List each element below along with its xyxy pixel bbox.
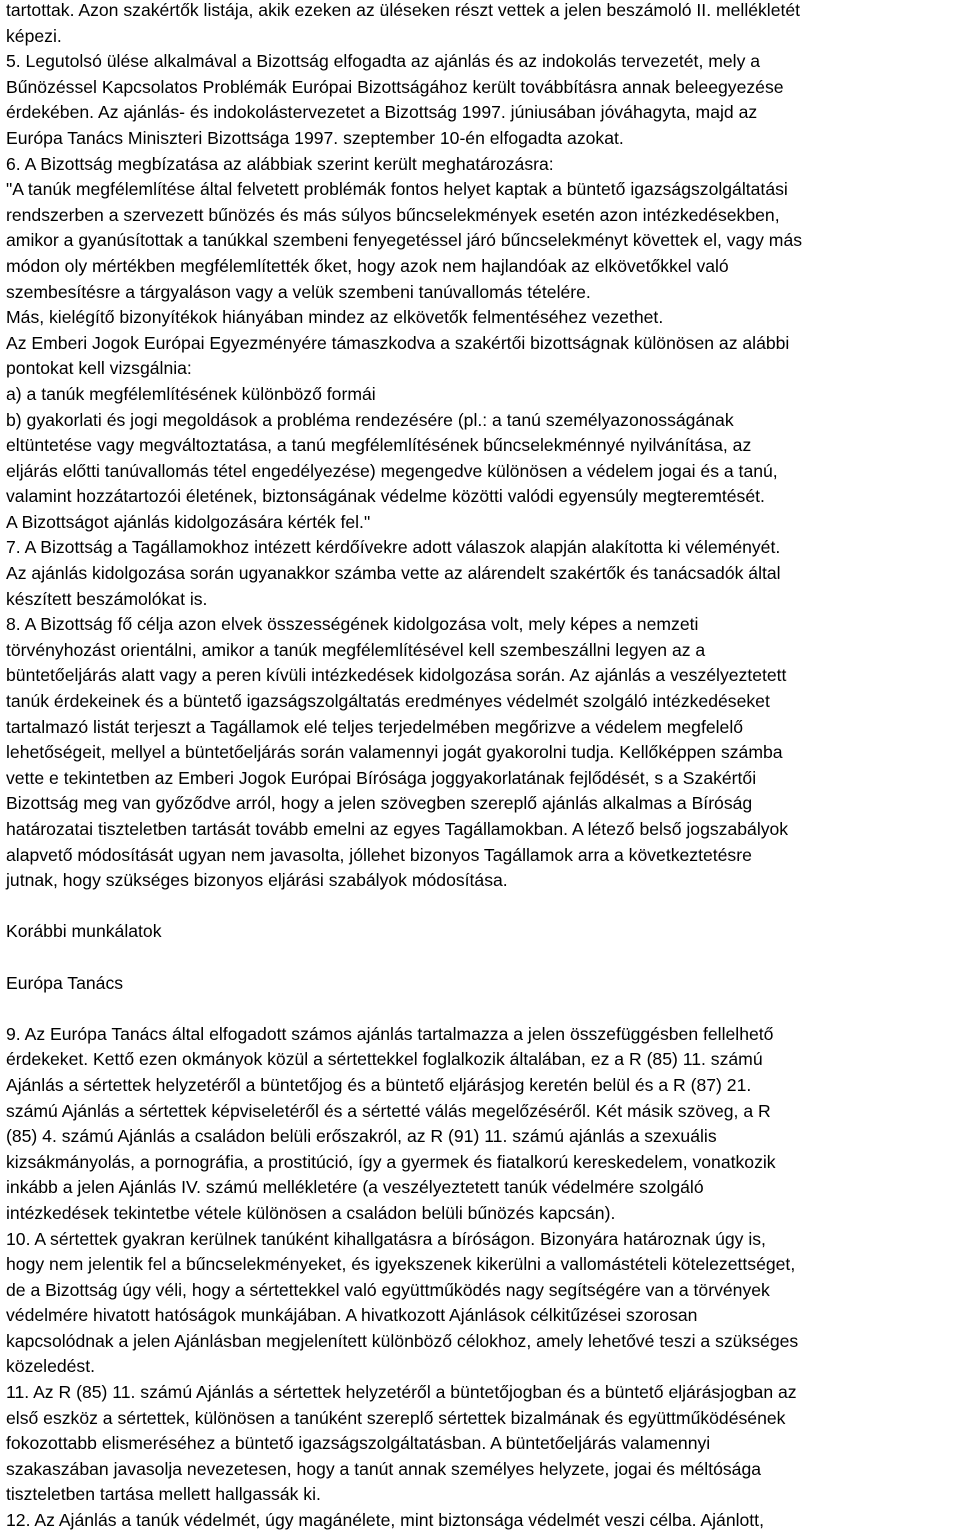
paragraph-12 [6,1508,956,1534]
spacer [6,996,956,1022]
text-line: 10. A sértettek gyakran kerülnek tanúként kihallgatásra a bíróságon. Bizonyára határoznak úgy is, [6,1228,766,1249]
text-line: tartottak. Azon szakértők listája, akik ezeken az üléseken részt vettek a jelen beszámoló II. mellékletét [6,0,801,20]
text-line: Az Emberi Jogok Európai Egyezményére támaszkodva a szakértői bizottságnak különösen az alábbi [6,332,790,353]
text-line: 7. A Bizottság a Tagállamokhoz intézett kérdőívekre adott válaszok alapján alakította ki véleményét. [6,537,781,558]
text-line: 5. Legutolsó ülése alkalmával a Bizottság elfogadta az ajánlás és az indokolás tervezetét, mely a [6,51,761,72]
text-line: eltüntetése vagy megváltoztatása, a tanú megfélemlítésének bűncselekménnyé nyilvánítása, az [6,435,752,456]
document-page [6,0,956,1534]
text-line: de a Bizottság úgy véli, hogy a sértettekkel való együttműködés nagy segítségére van a törvények [6,1279,770,1300]
text-line: kizsákmányolás, a pornográfia, a prostitúció, így a gyermek és fiatalkorú kereskedelem, vonatkozik [6,1151,776,1172]
text-line: első eszköz a sértettek, különösen a tanúként szereplő sértettek bizalmának és együttműködésének [6,1407,786,1428]
text-line: hogy nem jelentik fel a bűncselekményeket, és igyekszenek kikerülni a vallomástételi kötelezettséget, [6,1254,796,1275]
text-line: képezi. [6,25,62,46]
text-line: b) gyakorlati és jogi megoldások a probléma rendezésére (pl.: a tanú személyazonosságának [6,409,734,430]
text-line: Más, kielégítő bizonyítékok hiányában mindez az elkövetők felmentéséhez vezethet. [6,307,664,328]
text-line: Bizottság meg van győződve arról, hogy a jelen szövegben szereplő ajánlás alkalmas a Bíróság [6,793,753,814]
text-line: a) a tanúk megfélemlítésének különböző formái [6,383,376,404]
text-line: pontokat kell vizsgálnia: [6,358,192,379]
text-line: (85) 4. számú Ajánlás a családon belüli erőszakról, az R (91) 11. számú ajánlás a szexuális [6,1126,717,1147]
text-line: "A tanúk megfélemlítése által felvetett problémák fontos helyet kaptak a büntető igazságszolgáltatási [6,179,788,200]
text-line: védelmére hivatott hatóságok munkájában. A hivatkozott Ajánlások célkitűzései szorosan [6,1305,698,1326]
text-line: valamint hozzátartozói életének, biztonságának védelme közötti valódi egyensúly megteremtését. [6,486,765,507]
text-line: fokozottabb elismeréséhez a büntető igazságszolgáltatásban. A büntetőeljárás valamennyi [6,1433,711,1454]
text-line: 12. Az Ajánlás a tanúk védelmét, úgy magánélete, mint biztonsága védelmét veszi célba. Ajánlott, [6,1510,764,1531]
text-line: lehetőségeit, mellyel a büntetőeljárás során valamennyi jogát gyakorolni tudja. Kellőképpen számba [6,742,783,763]
text-line: rendszerben a szervezett bűnözés és más súlyos bűncselekmények esetén azon intézkedésekben, [6,204,780,225]
paragraph-intro [6,0,956,49]
section-heading-council-of-europe: Európa Tanács [6,972,124,993]
paragraph-6 [6,152,956,536]
text-line: amikor a gyanúsítottak a tanúkkal szembeni fenyegetéssel járó bűncselekményt követtek el, vagy más [6,230,803,251]
text-line: Európa Tanács Miniszteri Bizottsága 1997. szeptember 10-én elfogadta azokat. [6,127,624,148]
text-line: büntetőeljárás alatt vagy a peren kívüli intézkedések kidolgozása során. Az ajánlás a veszélyeztetett [6,665,787,686]
text-line: intézkedések tekintetbe vétele különösen a családon belüli bűnözés kapcsán). [6,1202,616,1223]
text-line: Ajánlás a sértettek helyzetéről a büntetőjog és a büntető eljárásjog keretén belül és a R (87) 21. [6,1074,752,1095]
text-line: tanúk érdekeinek és a büntető igazságszolgáltatás eredményes védelmét szolgáló intézkedéseket [6,691,770,712]
section-heading-previous-work: Korábbi munkálatok [6,921,162,942]
paragraph-7 [6,535,956,612]
text-line: számú Ajánlás a sértettek képviseletéről és a sértetté válás megelőzéséről. Két másik szöveg, a R [6,1100,771,1121]
text-line: 6. A Bizottság megbízatása az alábbiak szerint került meghatározásra: [6,153,554,174]
text-line: A Bizottságot ajánlás kidolgozására kérték fel." [6,511,371,532]
text-line: Bűnözéssel Kapcsolatos Problémák Európai Bizottságához került továbbításra annak beleegyezése [6,76,784,97]
spacer [6,945,956,971]
spacer [6,894,956,920]
text-line: törvényhozást orientálni, amikor a tanúk megfélemlítésével kell szembeszállni legyen az a [6,639,706,660]
text-line: érdekeket. Kettő ezen okmányok közül a sértettekkel foglalkozik általában, ez a R (85) 11. számú [6,1049,763,1070]
text-line: 8. A Bizottság fő célja azon elvek összességének kidolgozása volt, mely képes a nemzeti [6,614,699,635]
text-line: szembesítésre a tárgyaláson vagy a velük szembeni tanúvallomás tételére. [6,281,591,302]
text-line: Az ajánlás kidolgozása során ugyanakkor számba vette az alárendelt szakértők és tanácsadók által [6,563,781,584]
text-line: 9. Az Európa Tanács által elfogadott számos ajánlás tartalmazza a jelen összefüggésben fellelhető [6,1023,774,1044]
text-line: vette e tekintetben az Emberi Jogok Európai Bírósága joggyakorlatának fejlődését, s a Szakértői [6,767,757,788]
text-line: tartalmazó listát terjeszt a Tagállamok elé teljes terjedelmében megőrizve a védelem megfelelő [6,716,744,737]
text-line: jutnak, hogy szükséges bizonyos eljárási szabályok módosítása. [6,870,508,891]
text-line: készített beszámolókat is. [6,588,208,609]
text-line: szakaszában javasolja nevezetesen, hogy a tanút annak személyes helyzete, jogai és méltósága [6,1458,762,1479]
paragraph-11 [6,1380,956,1508]
paragraph-10 [6,1227,956,1381]
text-line: alapvető módosítását ugyan nem javasolta, jóllehet bizonyos Tagállamok arra a következtetésre [6,844,752,865]
text-line: érdekében. Az ajánlás- és indokolástervezetet a Bizottság 1997. júniusában jóváhagyta, majd az [6,102,758,123]
text-line: határozatai tiszteletben tartását tovább emelni az egyes Tagállamokban. A létező belső jogszabályok [6,819,789,839]
paragraph-8 [6,612,956,894]
text-line: kapcsolódnak a jelen Ajánlásban megjelenített különböző célokhoz, amely lehetővé teszi a szükséges [6,1330,799,1351]
text-line: eljárás előtti tanúvallomás tétel engedélyezése) megengedve különösen a védelem jogai és a tanú, [6,460,778,481]
text-line: módon oly mértékben megfélemlítették őket, hogy azok nem hajlandóak az elkövetőkkel való [6,255,729,276]
paragraph-5 [6,49,956,151]
text-line: 11. Az R (85) 11. számú Ajánlás a sértettek helyzetéről a büntetőjogban és a büntető eljárásjogban az [6,1382,797,1403]
paragraph-9 [6,1022,956,1227]
text-line: inkább a jelen Ajánlás IV. számú mellékletére (a veszélyeztetett tanúk védelmére szolgáló [6,1177,704,1198]
text-line: tiszteletben tartása mellett hallgassák ki. [6,1484,321,1505]
text-line: közeledést. [6,1356,95,1377]
